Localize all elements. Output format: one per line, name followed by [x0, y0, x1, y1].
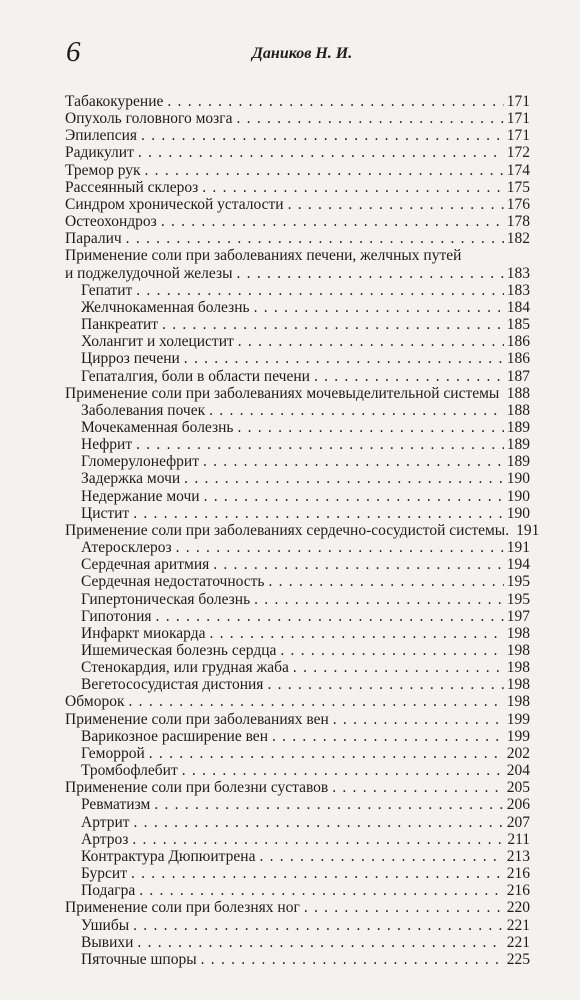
toc-page-number: 202 — [506, 744, 530, 762]
toc-entry-title: Гломерулонефрит — [81, 453, 199, 471]
dot-leader — [141, 127, 504, 144]
toc-entry-title: Табакокурение — [65, 93, 164, 110]
dot-leader — [184, 470, 504, 487]
toc-entry-title: Варикозное расширение вен — [81, 727, 268, 745]
toc-entry — [65, 711, 530, 728]
toc-entry-title: Гепаталгия, боли в области печени — [81, 367, 310, 385]
toc-entry — [65, 196, 530, 213]
toc-page-number: 213 — [506, 847, 530, 865]
dot-leader — [126, 230, 504, 247]
toc-subentry — [65, 350, 530, 367]
toc-entry-title: Атеросклероз — [81, 539, 172, 557]
toc-subentry — [65, 676, 530, 693]
toc-entry-title: Тромбофлебит — [81, 762, 178, 780]
toc-page-number: 191 — [516, 521, 540, 539]
dot-leader — [133, 917, 504, 934]
toc-entry — [65, 144, 530, 161]
toc-page-number: 189 — [506, 436, 530, 454]
toc-entry-title: Применение соли при болезни суставов — [65, 779, 329, 797]
dot-leader — [145, 162, 504, 179]
dot-leader — [238, 333, 504, 350]
dot-leader — [182, 762, 504, 779]
toc-page-number: 174 — [506, 161, 530, 179]
toc-entry-title: Тремор рук — [65, 161, 141, 179]
dot-leader — [209, 402, 504, 419]
toc-page-number: 186 — [506, 350, 530, 368]
toc-entry-title: Сердечная аритмия — [81, 556, 210, 574]
toc-entry-title: Недержание мочи — [81, 487, 200, 505]
toc-entry-title: Подагра — [81, 882, 136, 900]
toc-entry-title: Ушибы — [81, 916, 130, 934]
toc-page-number: 211 — [507, 830, 530, 848]
toc-subentry — [65, 745, 530, 762]
toc-page-number: 172 — [506, 144, 530, 162]
toc-subentry — [65, 436, 530, 453]
dot-leader — [267, 676, 503, 693]
toc-entry — [65, 265, 530, 282]
toc-page-number: 216 — [506, 865, 530, 883]
dot-leader — [139, 882, 504, 899]
dot-leader — [280, 642, 503, 659]
toc-entry-title: Цистит — [81, 504, 130, 522]
dot-leader — [132, 831, 504, 848]
toc-entry-title: Артроз — [81, 830, 129, 848]
toc-entry-title: Сердечная недостаточность — [81, 573, 265, 591]
toc-subentry — [65, 882, 530, 899]
toc-subentry — [65, 814, 530, 831]
toc-entry-title: Холангит и холецистит — [81, 333, 234, 351]
toc-entry-title: Опухоль головного мозга — [65, 110, 233, 128]
toc-page-number: 188 — [506, 384, 530, 402]
toc-page-number: 183 — [506, 264, 530, 282]
toc-entry-title: Паралич — [65, 230, 122, 248]
toc-subentry — [65, 848, 530, 865]
toc-page-number: 198 — [506, 676, 530, 694]
toc-subentry — [65, 282, 530, 299]
toc-entry-title: Гипотония — [81, 607, 152, 625]
toc-subentry — [65, 917, 530, 934]
dot-leader — [134, 814, 504, 831]
toc-entry-title: Мочекаменная болезнь — [81, 418, 234, 436]
toc-subentry — [65, 865, 530, 882]
dot-leader — [154, 796, 503, 813]
toc-entry-title: Панкреатит — [81, 316, 159, 334]
toc-page-number: 197 — [506, 607, 530, 625]
toc-entry-title: Заболевания почек — [81, 401, 206, 419]
toc-page-number: 216 — [506, 882, 530, 900]
toc-page-number: 182 — [506, 230, 530, 248]
dot-leader — [304, 899, 504, 916]
toc-page-number: 198 — [506, 659, 530, 677]
toc-entry — [65, 93, 530, 110]
page-number: 6 — [66, 36, 81, 68]
toc-subentry — [65, 402, 530, 419]
dot-leader — [213, 556, 504, 573]
toc-entry-title: Контрактура Дюпюитрена — [81, 847, 256, 865]
toc-page-number: 185 — [506, 316, 530, 334]
toc-page-number: 175 — [506, 178, 530, 196]
toc-page-number: 205 — [506, 779, 530, 797]
toc-page-number: 190 — [506, 487, 530, 505]
toc-entry-title: Применение соли при болезнях ног — [65, 899, 300, 917]
toc-page-number: 187 — [506, 367, 530, 385]
toc-entry-title: Эпилепсия — [65, 127, 138, 145]
dot-leader — [138, 144, 504, 161]
toc-entry-title: Обморок — [65, 693, 125, 711]
toc-entry — [65, 521, 540, 539]
dot-leader — [203, 453, 504, 470]
toc-page-number: 206 — [506, 796, 530, 814]
dot-leader — [204, 488, 504, 505]
toc-page-number: 189 — [506, 453, 530, 471]
toc-entry — [65, 230, 530, 247]
dot-leader — [333, 711, 504, 728]
dot-leader — [162, 316, 504, 333]
toc-subentry — [65, 316, 530, 333]
toc-entry-title: Вывихи — [81, 933, 134, 951]
toc-entry-title: Применение соли при заболеваниях сердечно-сосудистой системы. — [65, 521, 510, 539]
toc-entry — [65, 693, 530, 710]
dot-leader — [254, 299, 504, 316]
toc-entry-title: Гепатит — [81, 281, 133, 299]
toc-subentry — [65, 333, 530, 350]
toc-page-number: 188 — [506, 401, 530, 419]
dot-leader — [254, 591, 504, 608]
toc-entry-title: Ревматизм — [81, 796, 151, 814]
dot-leader — [201, 951, 504, 968]
toc-entry-title: Артрит — [81, 813, 130, 831]
toc-subentry — [65, 831, 530, 848]
dot-leader — [269, 573, 504, 590]
toc-entry-title: Желчнокаменная болезнь — [81, 298, 250, 316]
toc-page-number: 198 — [506, 642, 530, 659]
toc-page-number: 225 — [506, 950, 530, 968]
running-head-author: Даников Н. И. — [252, 45, 353, 62]
toc-page-number: 171 — [506, 110, 530, 128]
dot-leader — [288, 196, 504, 213]
toc-entry-title: Применение соли при заболеваниях вен — [65, 710, 329, 728]
toc-entry-title: Пяточные шпоры — [81, 950, 197, 968]
toc-page-number: 190 — [506, 470, 530, 488]
toc-page-number: 207 — [506, 813, 530, 831]
toc-entry — [65, 385, 530, 402]
toc-page-number: 199 — [506, 727, 530, 745]
toc-subentry — [65, 556, 530, 573]
toc-entry-title: Синдром хронической усталости — [65, 195, 284, 213]
dot-leader — [133, 505, 504, 522]
toc-page-number: 194 — [506, 556, 530, 574]
toc-entry-title: Геморрой — [81, 744, 145, 762]
dot-leader — [136, 282, 503, 299]
toc-entry — [65, 127, 530, 144]
toc-subentry — [65, 470, 530, 487]
toc-subentry — [65, 608, 530, 625]
toc-subentry — [65, 539, 530, 556]
dot-leader — [237, 265, 504, 282]
dot-leader — [209, 625, 503, 642]
toc-page-number: 204 — [506, 762, 530, 780]
toc-entry — [65, 179, 530, 196]
toc-entry — [65, 899, 530, 916]
toc-page-number: 183 — [506, 281, 530, 299]
toc-page-number: 191 — [506, 539, 530, 557]
toc-entry — [65, 110, 530, 127]
toc-page-number: 184 — [506, 298, 530, 316]
dot-leader — [293, 659, 504, 676]
toc-page-number: 190 — [506, 504, 530, 522]
toc-entry-title: Задержка мочи — [81, 470, 181, 488]
dot-leader — [149, 745, 504, 762]
toc-page-number: 189 — [506, 418, 530, 436]
toc-subentry — [65, 573, 530, 590]
dot-leader — [237, 419, 503, 436]
table-of-contents — [65, 93, 540, 968]
dot-leader — [137, 934, 503, 951]
toc-entry — [65, 213, 530, 230]
toc-subentry — [65, 419, 530, 436]
dot-leader — [202, 179, 503, 196]
toc-page-number: 178 — [506, 213, 530, 231]
toc-entry-title: Бурсит — [81, 865, 127, 883]
toc-entry-title: Гипертоническая болезнь — [81, 590, 251, 608]
toc-subentry — [65, 951, 530, 968]
toc-entry-title: Стенокардия, или грудная жаба — [81, 659, 289, 677]
toc-subentry — [65, 591, 530, 608]
dot-leader — [237, 110, 504, 127]
toc-page-number: 221 — [506, 933, 530, 951]
toc-entry-title: Цирроз печени — [81, 350, 180, 368]
toc-entry-title: Ишемическая болезнь сердца — [81, 642, 277, 659]
toc-entry-title: Радикулит — [65, 144, 134, 162]
toc-page-number: 186 — [506, 333, 530, 351]
toc-subentry — [65, 368, 530, 385]
toc-subentry — [65, 642, 530, 659]
toc-subentry — [65, 728, 530, 745]
dot-leader — [136, 436, 504, 453]
toc-entry-title: Применение соли при заболеваниях печени, желчных путей — [65, 247, 462, 265]
dot-leader — [156, 608, 504, 625]
toc-page-number: 176 — [506, 195, 530, 213]
toc-subentry — [65, 796, 530, 813]
toc-page-number: 199 — [506, 710, 530, 728]
toc-page-number: 171 — [506, 127, 530, 145]
toc-subentry — [65, 762, 530, 779]
dot-leader — [176, 539, 504, 556]
toc-entry-heading-line — [65, 247, 530, 264]
dot-leader — [161, 213, 504, 230]
toc-page-number: 195 — [506, 590, 530, 608]
dot-leader — [184, 350, 504, 367]
toc-subentry — [65, 659, 530, 676]
toc-entry-title: Нефрит — [81, 436, 133, 454]
dot-leader — [131, 865, 504, 882]
dot-leader — [314, 368, 504, 385]
dot-leader — [332, 779, 504, 796]
toc-entry-title: Применение соли при заболеваниях мочевыделительной системы — [65, 384, 500, 402]
toc-entry-title: и поджелудочной железы — [65, 264, 233, 282]
dot-leader — [272, 728, 504, 745]
toc-entry — [65, 162, 530, 179]
toc-entry-title: Остеохондроз — [65, 213, 157, 231]
toc-page-number: 198 — [506, 693, 530, 711]
toc-page-number: 171 — [506, 93, 530, 110]
toc-entry-title: Рассеянный склероз — [65, 178, 199, 196]
toc-entry-title: Вегетососудистая дистония — [81, 676, 264, 694]
dot-leader — [259, 848, 503, 865]
toc-page-number: 220 — [506, 899, 530, 917]
toc-page-number: 195 — [506, 573, 530, 591]
toc-page-number: 221 — [506, 916, 530, 934]
toc-subentry — [65, 299, 530, 316]
toc-entry — [65, 779, 530, 796]
toc-subentry — [65, 934, 530, 951]
toc-page-number: 198 — [506, 624, 530, 642]
toc-subentry — [65, 488, 530, 505]
toc-subentry — [65, 505, 530, 522]
dot-leader — [129, 693, 504, 710]
toc-subentry — [65, 453, 530, 470]
toc-entry-title: Инфаркт миокарда — [81, 624, 206, 642]
toc-subentry — [65, 625, 530, 642]
dot-leader — [167, 93, 503, 110]
